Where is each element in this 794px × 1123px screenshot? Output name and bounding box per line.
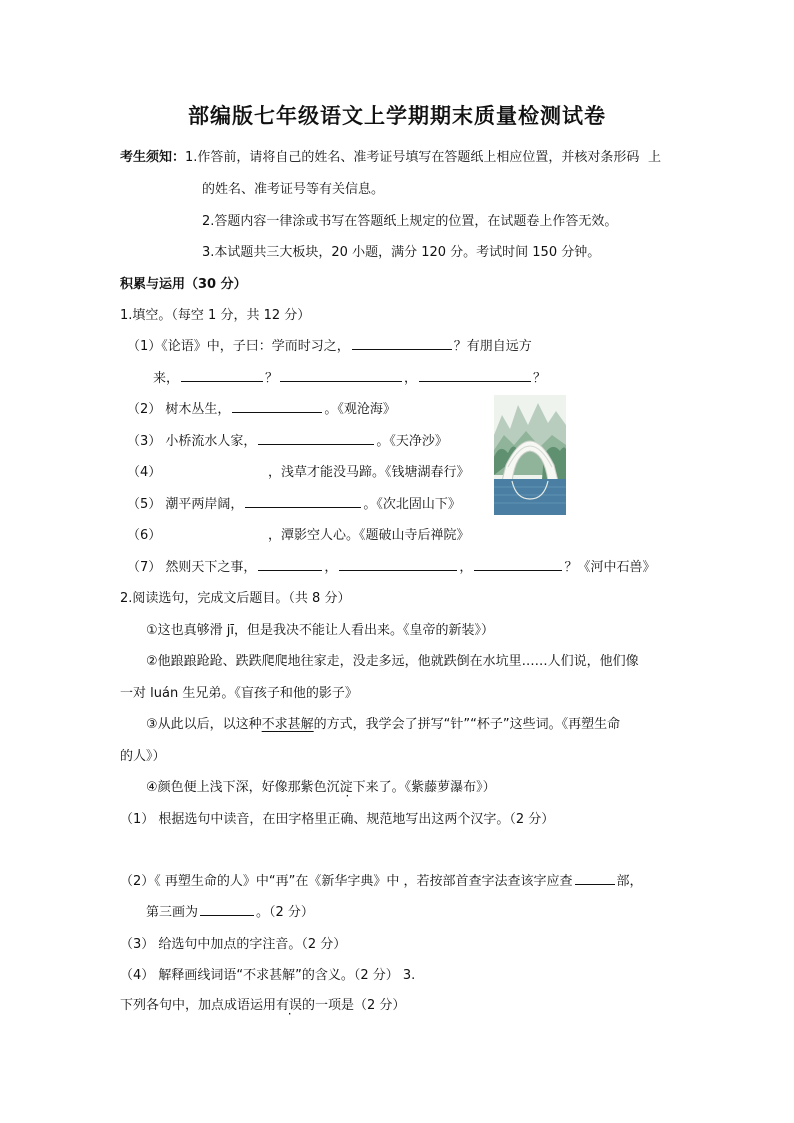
q1-item-7-source: ？《河中石兽》 <box>564 560 656 575</box>
q1-item-1a <box>127 335 532 354</box>
q2-part-2-cont-text: 第三画为 <box>146 905 199 920</box>
notice-line-1 <box>120 146 639 165</box>
q2-sentence-4 <box>146 776 496 795</box>
q2-sentence-4-text: ④颜色便上浅下深，好像那紫色沉 <box>146 780 340 795</box>
q2-sentence-3 <box>146 713 620 732</box>
answer-blank <box>339 558 457 571</box>
q2-part-2-text: （2）《 再塑生命的人》中“再”在《新华字典》中 ，若按部首查字法查该字应查 <box>120 874 573 889</box>
q1-item-1a-tail: ？有朋自远方 <box>453 339 532 354</box>
q2-part-2 <box>120 870 643 889</box>
q1-item-1b-mark: ？ <box>265 371 279 386</box>
answer-blank <box>181 369 263 382</box>
q1-item-3-text: （3） 小桥流水人家， <box>127 434 257 449</box>
q1-item-7-text: （7） 然则天下之事， <box>127 560 257 575</box>
q1-item-4-label: （4） <box>127 465 162 480</box>
q2-part-4: （4） 解释画线词语“不求甚解”的含义。（2 分） 3. <box>120 968 416 983</box>
notice-text-1: 1.作答前，请将自己的姓名、准考证号填写在答题纸上相应位置，并核对条形码 <box>185 150 640 165</box>
q1-item-7 <box>127 556 655 575</box>
answer-blank <box>200 903 254 916</box>
q3-heading-text: 下列各句中，加点成语运用 <box>120 998 277 1013</box>
section-heading: 积累与运用（30 分） <box>120 277 247 292</box>
q2-part-2-cont-tail: 。（2 分） <box>256 905 314 920</box>
q1-item-5-text: （5） 潮平两岸阔， <box>127 497 244 512</box>
q1-item-1b <box>153 367 546 386</box>
bridge-illustration <box>494 395 566 515</box>
q2-sentence-4-tail: 下来了。《紫藤萝瀑布》） <box>352 780 496 795</box>
dotted-word: 有误 <box>276 998 303 1013</box>
q1-item-2-text: （2） 树木丛生， <box>127 402 231 417</box>
notice-text-2: 2.答题内容一律涂或书写在答题纸上规定的位置，在试题卷上作答无效。 <box>202 214 618 229</box>
q2-part-1: （1） 根据选句中读音，在田字格里正确、规范地写出这两个汉字。（2 分） <box>120 812 555 827</box>
q2-sentence-3-text: ③从此以后，以这种 <box>146 717 262 732</box>
q1-item-1b-comma: ， <box>404 371 418 386</box>
q2-part-2-tail: 部， <box>616 874 643 889</box>
answer-blank <box>258 432 374 445</box>
q1-item-5-source: 。《次北固山下》 <box>363 497 461 512</box>
q1-item-7-comma-2: ， <box>459 560 473 575</box>
q2-sentence-3-cont: 的人》） <box>120 749 166 764</box>
q2-sentence-3-tail: 的方式，我学会了拼写“针”“杯子”这些词。《再塑生命 <box>313 717 621 732</box>
q1-item-1b-end: ？ <box>533 371 547 386</box>
q3-heading <box>120 994 405 1013</box>
dotted-character: 淀 <box>339 780 353 795</box>
notice-text-1-end: 上 <box>648 150 662 165</box>
q3-heading-tail: 的一项是（2 分） <box>302 998 406 1013</box>
q1-item-1a-text: （1）《论语》中，子曰：学而时习之， <box>127 339 350 354</box>
q2-part-2-cont <box>146 901 314 920</box>
notice-text-1-cont: 的姓名、准考证号等有关信息。 <box>202 182 385 197</box>
q1-item-7-comma-1: ， <box>324 560 338 575</box>
notice-label: 考生须知： <box>120 150 186 165</box>
notice-text-3: 3.本试题共三大板块，20 小题，满分 120 分。考试时间 150 分钟。 <box>202 245 601 260</box>
q1-item-6-text: ，潭影空人心。《题破山寺后禅院》 <box>268 528 470 543</box>
answer-blank <box>232 400 322 413</box>
q2-sentence-2-cont: 一对 luán 生兄弟。《盲孩子和他的影子》 <box>120 686 358 701</box>
q1-item-3 <box>127 430 448 449</box>
q1-item-5 <box>127 493 461 512</box>
answer-blank <box>280 369 402 382</box>
q1-item-2-source: 。《观沧海》 <box>324 402 396 417</box>
answer-blank <box>352 337 452 350</box>
q1-heading: 1.填空。（每空 1 分，共 12 分） <box>120 308 311 323</box>
q1-item-6-label: （6） <box>127 528 162 543</box>
q2-sentence-2: ②他踉踉跄跄、跌跌爬爬地往家走，没走多远，他就跌倒在水坑里……人们说，他们像 <box>146 654 639 669</box>
underlined-phrase: 不求甚解 <box>261 717 314 732</box>
answer-blank <box>258 558 322 571</box>
page-title: 部编版七年级语文上学期期末质量检测试卷 <box>188 103 606 128</box>
q2-heading: 2.阅读选句，完成文后题目。（共 8 分） <box>120 591 351 606</box>
answer-blank <box>575 872 615 885</box>
q1-item-3-source: 。《天净沙》 <box>376 434 448 449</box>
q1-item-1b-text: 来， <box>153 371 180 386</box>
q1-item-2 <box>127 398 396 417</box>
q1-item-4-text: ，浅草才能没马蹄。《钱塘湖春行》 <box>268 465 470 480</box>
q2-sentence-1: ①这也真够滑 jī，但是我决不能让人看出来。《皇帝的新装》） <box>146 623 495 638</box>
answer-blank <box>419 369 531 382</box>
q2-part-3: （3） 给选句中加点的字注音。（2 分） <box>120 937 347 952</box>
answer-blank <box>245 495 361 508</box>
answer-blank <box>474 558 562 571</box>
